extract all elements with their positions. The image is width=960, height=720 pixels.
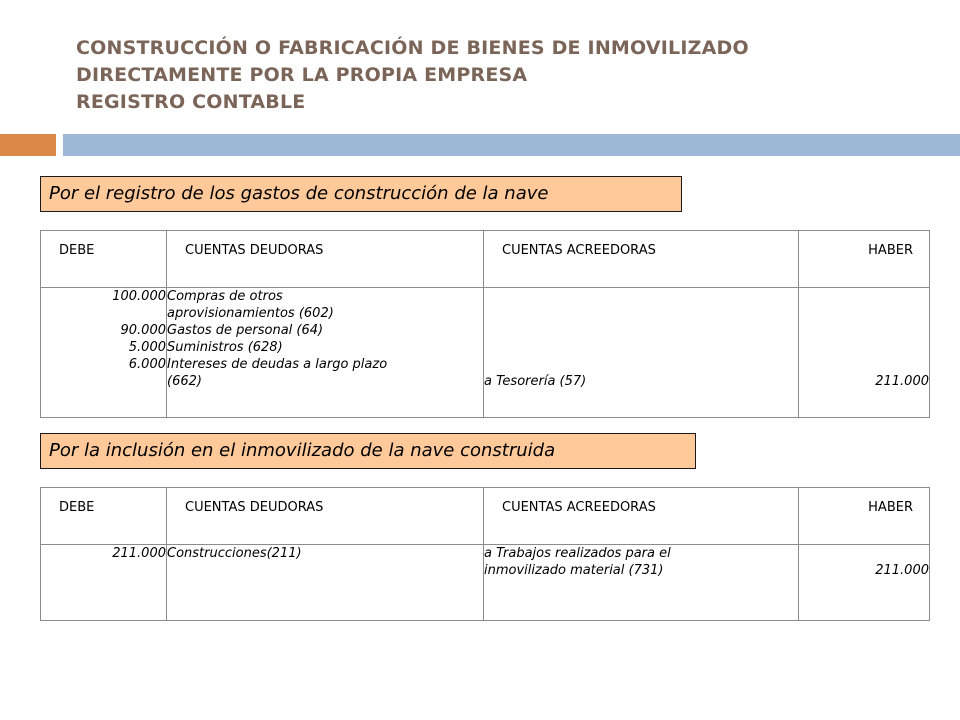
entry2-acreedoras-line: inmovilizado material (731)	[484, 563, 664, 578]
entry1-haber-line	[799, 339, 929, 356]
entry1-acreedoras-line	[484, 356, 798, 373]
entry2-haber-cell	[799, 545, 930, 621]
entry1-haber-line	[799, 305, 929, 322]
entry2-deudoras-line: Construcciones(211)	[167, 546, 302, 561]
entry2-col-haber: HABER	[799, 488, 930, 545]
title-line-3: REGISTRO CONTABLE	[76, 91, 306, 113]
entry1-debe-value: 100.000	[112, 289, 166, 304]
entry1-col-haber: HABER	[799, 231, 930, 288]
entry1-col-deudoras: CUENTAS DEUDORAS	[167, 231, 484, 288]
entry1-acreedoras-line	[484, 288, 798, 305]
entry1-acreedoras-line	[484, 322, 798, 339]
entry2-debe-cell	[41, 545, 167, 621]
entry1-acreedoras-cell	[484, 288, 799, 418]
title-line-2: DIRECTAMENTE POR LA PROPIA EMPRESA	[76, 64, 528, 86]
entry2-debe-value	[41, 562, 166, 579]
entry1-acreedoras-line	[484, 339, 798, 356]
entry1-debe-value	[41, 373, 166, 390]
entry2-haber-line: 211.000	[875, 563, 929, 578]
entry1-deudoras-cell	[167, 288, 484, 418]
entry1-deudoras-line: Suministros (628)	[167, 340, 283, 355]
entry1-debe-cell	[41, 288, 167, 418]
entry2-acreedoras-cell	[484, 545, 799, 621]
entry2-header-row	[41, 488, 930, 545]
entry2-haber-line	[799, 545, 929, 562]
accent-bar-orange	[0, 134, 56, 156]
entry2-debe-value: 211.000	[112, 546, 166, 561]
entry2-acreedoras-line: a Trabajos realizados para el	[484, 546, 671, 561]
entry1-acreedoras-line: a Tesorería (57)	[484, 374, 587, 389]
entry1-acreedoras-line	[484, 305, 798, 322]
entry1-col-debe: DEBE	[41, 231, 167, 288]
entry1-heading: Por el registro de los gastos de construcción de la nave	[40, 176, 682, 212]
entry1-haber-line: 211.000	[875, 374, 929, 389]
entry1-deudoras-line: Compras de otros	[167, 289, 283, 304]
entry2-heading: Por la inclusión en el inmovilizado de la nave construida	[40, 433, 696, 469]
entry1-table	[40, 230, 930, 418]
entry1-haber-line	[799, 356, 929, 373]
entry2-deudoras-line	[167, 562, 483, 579]
entry1-deudoras-line: Gastos de personal (64)	[167, 323, 324, 338]
accent-bar-blue	[63, 134, 960, 156]
entry2-col-deudoras: CUENTAS DEUDORAS	[167, 488, 484, 545]
entry1-debe-value: 5.000	[128, 340, 166, 355]
title-line-1: CONSTRUCCIÓN O FABRICACIÓN DE BIENES DE INMOVILIZADO	[76, 37, 749, 59]
entry1-header-row	[41, 231, 930, 288]
entry1-haber-line	[799, 322, 929, 339]
entry1-debe-value: 6.000	[128, 357, 166, 372]
entry1-col-acreedoras: CUENTAS ACREEDORAS	[484, 231, 799, 288]
entry1-debe-value	[41, 305, 166, 322]
entry2-deudoras-cell	[167, 545, 484, 621]
entry1-body-row	[41, 288, 930, 418]
entry2-col-acreedoras: CUENTAS ACREEDORAS	[484, 488, 799, 545]
entry1-haber-line	[799, 288, 929, 305]
entry1-deudoras-line: Intereses de deudas a largo plazo	[167, 357, 388, 372]
entry2-table	[40, 487, 930, 621]
entry2-col-debe: DEBE	[41, 488, 167, 545]
page-title	[76, 35, 749, 116]
entry1-debe-value: 90.000	[120, 323, 166, 338]
entry1-deudoras-line: aprovisionamientos (602)	[167, 306, 334, 321]
entry2-body-row	[41, 545, 930, 621]
entry1-haber-cell	[799, 288, 930, 418]
entry1-deudoras-line: (662)	[167, 374, 202, 389]
